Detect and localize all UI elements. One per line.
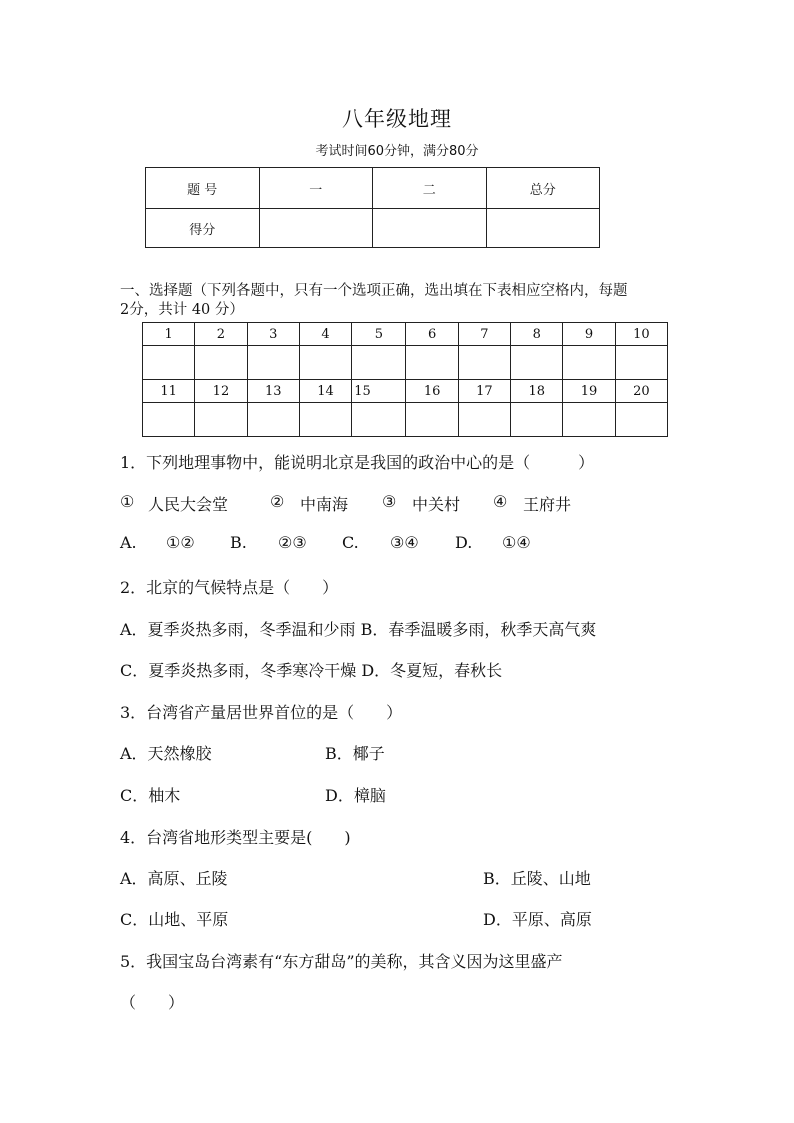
answer-number: 15	[352, 380, 406, 403]
answer-number: 5	[352, 323, 406, 346]
answer-number: 17	[458, 380, 510, 403]
score-table	[145, 167, 600, 248]
answer-blank[interactable]	[615, 346, 667, 380]
answer-blank[interactable]	[352, 403, 406, 437]
question-3-option-a: A．天然橡胶	[120, 744, 212, 763]
question-1-stem: 1．下列地理事物中，能说明北京是我国的政治中心的是（ ）	[120, 453, 595, 472]
question-4-option-c: C．山地、平原	[120, 910, 229, 929]
option-text: ③④	[390, 533, 419, 552]
answer-number: 18	[511, 380, 563, 403]
answer-number: 6	[406, 323, 458, 346]
score-table-header-row	[146, 168, 600, 209]
section1-instruction	[120, 282, 680, 320]
score-table-score-row	[146, 209, 600, 248]
answer-number: 9	[563, 323, 615, 346]
answer-number-row	[143, 380, 668, 403]
answer-number: 8	[511, 323, 563, 346]
answer-blank[interactable]	[195, 346, 247, 380]
item-marker: ④	[493, 492, 508, 511]
question-4-stem: 4．台湾省地形类型主要是( )	[120, 828, 351, 847]
answer-blank[interactable]	[563, 403, 615, 437]
answer-number-row	[143, 323, 668, 346]
question-5-stem: 5．我国宝岛台湾素有“东方甜岛”的美称，其含义因为这里盛产	[120, 952, 563, 971]
question-4-option-d: D．平原、高原	[483, 910, 592, 929]
score-cell	[259, 209, 373, 248]
answer-number: 20	[615, 380, 667, 403]
answer-blank[interactable]	[195, 403, 247, 437]
question-2-stem: 2．北京的气候特点是（ ）	[120, 578, 339, 597]
answer-number: 2	[195, 323, 247, 346]
answer-number: 3	[247, 323, 299, 346]
answer-blank[interactable]	[247, 346, 299, 380]
option-letter: B.	[230, 533, 247, 552]
answer-number: 7	[458, 323, 510, 346]
answer-blank[interactable]	[406, 403, 458, 437]
question-2-options-line2: C．夏季炎热多雨，冬季寒冷干燥 D．冬夏短，春秋长	[120, 661, 503, 680]
score-cell: 总分	[486, 168, 600, 209]
item-marker: ②	[270, 492, 285, 511]
score-cell: 得分	[146, 209, 260, 248]
item-text: 中南海	[300, 495, 349, 514]
answer-number: 12	[195, 380, 247, 403]
score-cell: 题 号	[146, 168, 260, 209]
answer-blank[interactable]	[247, 403, 299, 437]
answer-blank-row	[143, 403, 668, 437]
answer-blank-row	[143, 346, 668, 380]
answer-blank[interactable]	[615, 403, 667, 437]
answer-number: 13	[247, 380, 299, 403]
answer-number: 10	[615, 323, 667, 346]
answer-blank[interactable]	[406, 346, 458, 380]
option-text: ②③	[278, 533, 307, 552]
score-cell: 二	[373, 168, 487, 209]
item-text: 人民大会堂	[148, 495, 229, 514]
option-letter: A.	[120, 533, 137, 552]
option-letter: D.	[455, 533, 473, 552]
score-cell	[373, 209, 487, 248]
question-3-option-d: D．樟脑	[325, 786, 386, 805]
question-4-option-b: B．丘陵、山地	[483, 869, 591, 888]
answer-number: 1	[143, 323, 195, 346]
answer-blank[interactable]	[511, 346, 563, 380]
question-1-options	[120, 533, 680, 555]
answer-blank[interactable]	[511, 403, 563, 437]
question-3-option-b: B．椰子	[325, 744, 385, 763]
item-marker: ①	[120, 492, 135, 511]
option-text: ①②	[166, 533, 195, 552]
answer-number: 19	[563, 380, 615, 403]
question-2-options-line1: A．夏季炎热多雨，冬季温和少雨 B．春季温暖多雨，秋季天高气爽	[120, 620, 597, 639]
answer-blank[interactable]	[458, 346, 510, 380]
option-letter: C.	[342, 533, 359, 552]
question-5-answer-paren: （ ）	[120, 993, 185, 1012]
question-3-stem: 3．台湾省产量居世界首位的是（ ）	[120, 703, 403, 722]
answer-blank[interactable]	[563, 346, 615, 380]
answer-blank[interactable]	[352, 346, 406, 380]
score-cell: 一	[259, 168, 373, 209]
instruction-line: 一、选择题（下列各题中，只有一个选项正确，选出填在下表相应空格内，每题	[120, 283, 628, 299]
item-text: 中关村	[412, 495, 461, 514]
answer-blank[interactable]	[299, 403, 351, 437]
answer-number: 4	[299, 323, 351, 346]
answer-table	[142, 322, 668, 437]
exam-subtitle: 考试时间60分钟，满分80分	[315, 144, 479, 159]
page-title: 八年级地理	[342, 107, 452, 131]
answer-blank[interactable]	[458, 403, 510, 437]
item-text: 王府井	[523, 495, 572, 514]
answer-blank[interactable]	[143, 403, 195, 437]
question-1-items	[120, 492, 680, 514]
question-3-option-c: C．柚木	[120, 786, 181, 805]
option-text: ①④	[502, 533, 531, 552]
answer-blank[interactable]	[299, 346, 351, 380]
answer-number: 11	[143, 380, 195, 403]
question-4-option-a: A．高原、丘陵	[120, 869, 228, 888]
answer-number: 16	[406, 380, 458, 403]
item-marker: ③	[382, 492, 397, 511]
answer-blank[interactable]	[143, 346, 195, 380]
answer-number: 14	[299, 380, 351, 403]
score-cell	[486, 209, 600, 248]
instruction-line: 2分，共计 40 分）	[120, 302, 244, 318]
